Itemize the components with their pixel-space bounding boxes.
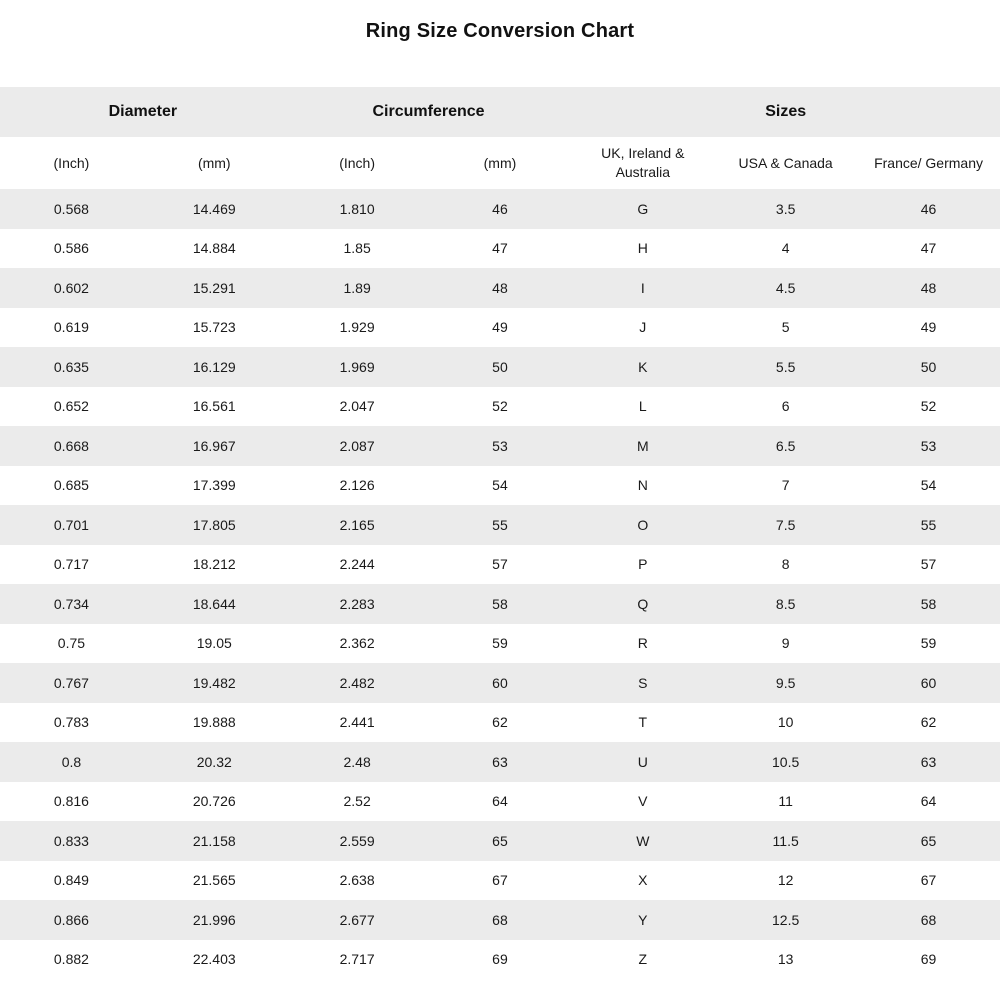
table-cell: 9.5 (775, 674, 796, 691)
table-cell: 60 (492, 674, 508, 691)
table-body (0, 189, 1000, 979)
column-header-circumference-inch: (Inch) (286, 137, 429, 189)
table-cell: 2.165 (339, 516, 375, 533)
table-cell: H (637, 240, 648, 257)
table-cell: 1.89 (343, 279, 371, 296)
table-row (0, 584, 1000, 624)
table-cell: 0.866 (53, 911, 89, 928)
column-header-usa-canada: USA & Canada (714, 137, 857, 189)
table-row (0, 663, 1000, 703)
table-cell: 2.047 (339, 398, 375, 415)
table-cell: 50 (492, 358, 508, 375)
table-cell: 0.668 (53, 437, 89, 454)
table-cell: T (638, 714, 648, 731)
table-cell: 1.810 (339, 200, 375, 217)
table-cell: 4 (781, 240, 790, 257)
table-cell: 21.565 (192, 872, 236, 889)
table-cell: 49 (492, 319, 508, 336)
table-cell: G (637, 200, 649, 217)
table-cell: 9 (781, 635, 790, 652)
table-cell: 18.644 (192, 595, 236, 612)
table-cell: 14.469 (192, 200, 236, 217)
table-cell: 2.559 (339, 832, 375, 849)
table-cell: 63 (920, 753, 937, 770)
table-cell: 16.561 (192, 398, 236, 415)
page-title: Ring Size Conversion Chart (365, 20, 635, 42)
table-cell: 59 (492, 635, 508, 652)
table-cell: 3.5 (775, 200, 796, 217)
table-cell: 47 (920, 240, 937, 257)
table-cell: 7.5 (775, 516, 796, 533)
table-cell: 2.482 (339, 674, 375, 691)
table-cell: 10.5 (772, 753, 800, 770)
table-cell: 16.129 (192, 358, 236, 375)
table-cell: 4.5 (775, 279, 796, 296)
table-cell: 6 (781, 398, 790, 415)
table-row (0, 426, 1000, 466)
table-cell: X (638, 872, 648, 889)
column-header-row (0, 137, 1000, 189)
table-cell: 22.403 (192, 951, 236, 968)
table-cell: 6.5 (775, 437, 796, 454)
table-cell: 46 (920, 200, 937, 217)
table-cell: J (639, 319, 647, 336)
table-cell: 0.882 (53, 951, 89, 968)
table-cell: 5.5 (775, 358, 796, 375)
table-cell: 68 (920, 911, 937, 928)
table-cell: 59 (920, 635, 937, 652)
table-cell: 57 (920, 556, 937, 573)
table-row (0, 703, 1000, 743)
table-cell: V (638, 793, 648, 810)
table-cell: 11 (778, 793, 793, 810)
ring-size-table (0, 87, 1000, 979)
table-cell: 0.701 (53, 516, 89, 533)
table-cell: 8 (781, 556, 790, 573)
table-cell: 52 (492, 398, 508, 415)
table-cell: 53 (920, 437, 937, 454)
table-cell: 65 (920, 832, 937, 849)
table-row (0, 308, 1000, 348)
table-cell: 19.05 (196, 635, 232, 652)
table-cell: 57 (492, 556, 508, 573)
table-cell: 58 (920, 595, 937, 612)
table-cell: 0.635 (53, 358, 89, 375)
table-cell: S (638, 674, 648, 691)
table-cell: 2.244 (339, 556, 375, 573)
table-cell: 2.52 (343, 793, 371, 810)
table-cell: 0.586 (53, 240, 89, 257)
table-cell: 16.967 (192, 437, 236, 454)
table-row (0, 229, 1000, 269)
table-cell: 2.441 (339, 714, 375, 731)
column-header-circumference-mm: (mm) (429, 137, 572, 189)
table-cell: 63 (492, 753, 508, 770)
table-cell: 10 (777, 714, 794, 731)
table-cell: 11.5 (772, 832, 799, 849)
table-cell: K (638, 358, 648, 375)
table-row (0, 900, 1000, 940)
table-row (0, 189, 1000, 229)
table-cell: 0.75 (57, 635, 86, 652)
group-header-sizes: Sizes (571, 87, 1000, 137)
column-header-france-germany: France/ Germany (857, 137, 1000, 189)
table-cell: 2.638 (339, 872, 375, 889)
table-cell: N (637, 477, 648, 494)
table-row (0, 347, 1000, 387)
table-cell: 47 (492, 240, 508, 257)
table-cell: 62 (492, 714, 508, 731)
table-row (0, 821, 1000, 861)
table-cell: 2.717 (339, 951, 375, 968)
table-cell: 1.85 (343, 240, 371, 257)
table-cell: 52 (920, 398, 937, 415)
table-cell: 1.969 (339, 358, 375, 375)
table-cell: 17.805 (192, 516, 236, 533)
table-cell: 46 (492, 200, 508, 217)
table-cell: 64 (920, 793, 937, 810)
table-cell: 0.849 (53, 872, 89, 889)
table-cell: O (637, 516, 649, 533)
table-cell: 12.5 (772, 911, 800, 928)
table-cell: 0.568 (53, 200, 89, 217)
column-header-diameter-inch: (Inch) (0, 137, 143, 189)
table-cell: 0.619 (53, 319, 89, 336)
table-row (0, 268, 1000, 308)
table-header (0, 87, 1000, 189)
table-row (0, 387, 1000, 427)
table-cell: 67 (920, 872, 937, 889)
table-cell: 21.158 (192, 832, 236, 849)
table-cell: 0.8 (61, 753, 82, 770)
table-row (0, 861, 1000, 901)
table-cell: 69 (920, 951, 937, 968)
table-cell: 21.996 (192, 911, 236, 928)
table-cell: 19.482 (192, 674, 236, 691)
table-cell: 20.726 (192, 793, 236, 810)
table-cell: 15.723 (192, 319, 236, 336)
table-cell: 0.652 (53, 398, 89, 415)
table-cell: 13 (777, 951, 794, 968)
table-cell: 54 (492, 477, 508, 494)
table-cell: 58 (492, 595, 508, 612)
table-cell: 48 (492, 279, 508, 296)
table-cell: 53 (492, 437, 508, 454)
table-cell: 2.362 (339, 635, 375, 652)
column-header-uk-ireland-australia: UK, Ireland & Australia (571, 137, 714, 189)
table-cell: R (637, 635, 648, 652)
table-cell: 8.5 (775, 595, 796, 612)
table-cell: W (636, 832, 650, 849)
table-cell: 2.48 (343, 753, 371, 770)
table-cell: 0.833 (53, 832, 89, 849)
table-row (0, 505, 1000, 545)
table-cell: 49 (920, 319, 937, 336)
table-cell: 20.32 (196, 753, 232, 770)
table-cell: 67 (492, 872, 508, 889)
table-row (0, 466, 1000, 506)
table-cell: 55 (492, 516, 508, 533)
table-cell: 54 (920, 477, 937, 494)
table-cell: Y (638, 911, 648, 928)
table-row (0, 742, 1000, 782)
table-cell: 2.677 (339, 911, 375, 928)
table-cell: 64 (492, 793, 508, 810)
table-cell: 7 (781, 477, 790, 494)
table-cell: 2.283 (339, 595, 375, 612)
table-cell: M (636, 437, 649, 454)
table-cell: 0.685 (53, 477, 89, 494)
table-cell: 0.767 (53, 674, 89, 691)
table-cell: 0.717 (53, 556, 89, 573)
table-cell: 68 (492, 911, 508, 928)
table-cell: 65 (492, 832, 508, 849)
table-row (0, 782, 1000, 822)
table-cell: 18.212 (192, 556, 236, 573)
table-cell: 0.734 (53, 595, 89, 612)
group-header-diameter: Diameter (0, 87, 286, 137)
table-cell: 0.816 (53, 793, 89, 810)
table-cell: 15.291 (192, 279, 236, 296)
group-header-circumference: Circumference (286, 87, 572, 137)
table-cell: 48 (920, 279, 937, 296)
table-cell: 5 (781, 319, 790, 336)
table-cell: U (637, 753, 648, 770)
table-cell: I (640, 279, 645, 296)
table-cell: 50 (920, 358, 937, 375)
table-cell: 1.929 (339, 319, 375, 336)
table-cell: 0.602 (53, 279, 89, 296)
table-cell: 69 (492, 951, 508, 968)
table-row (0, 940, 1000, 980)
table-cell: P (638, 556, 648, 573)
table-row (0, 624, 1000, 664)
table-cell: 17.399 (192, 477, 236, 494)
column-header-diameter-mm: (mm) (143, 137, 286, 189)
table-row (0, 545, 1000, 585)
table-cell: 62 (920, 714, 937, 731)
group-header-row (0, 87, 1000, 137)
table-cell: 19.888 (192, 714, 236, 731)
table-cell: 55 (920, 516, 937, 533)
table-cell: 2.126 (339, 477, 375, 494)
table-cell: 0.783 (53, 714, 89, 731)
table-cell: 60 (920, 674, 937, 691)
table-cell: L (638, 398, 647, 415)
table-cell: 2.087 (339, 437, 375, 454)
table-cell: Z (638, 951, 648, 968)
table-cell: Q (637, 595, 649, 612)
table-cell: 14.884 (192, 240, 236, 257)
table-cell: 12 (777, 872, 794, 889)
